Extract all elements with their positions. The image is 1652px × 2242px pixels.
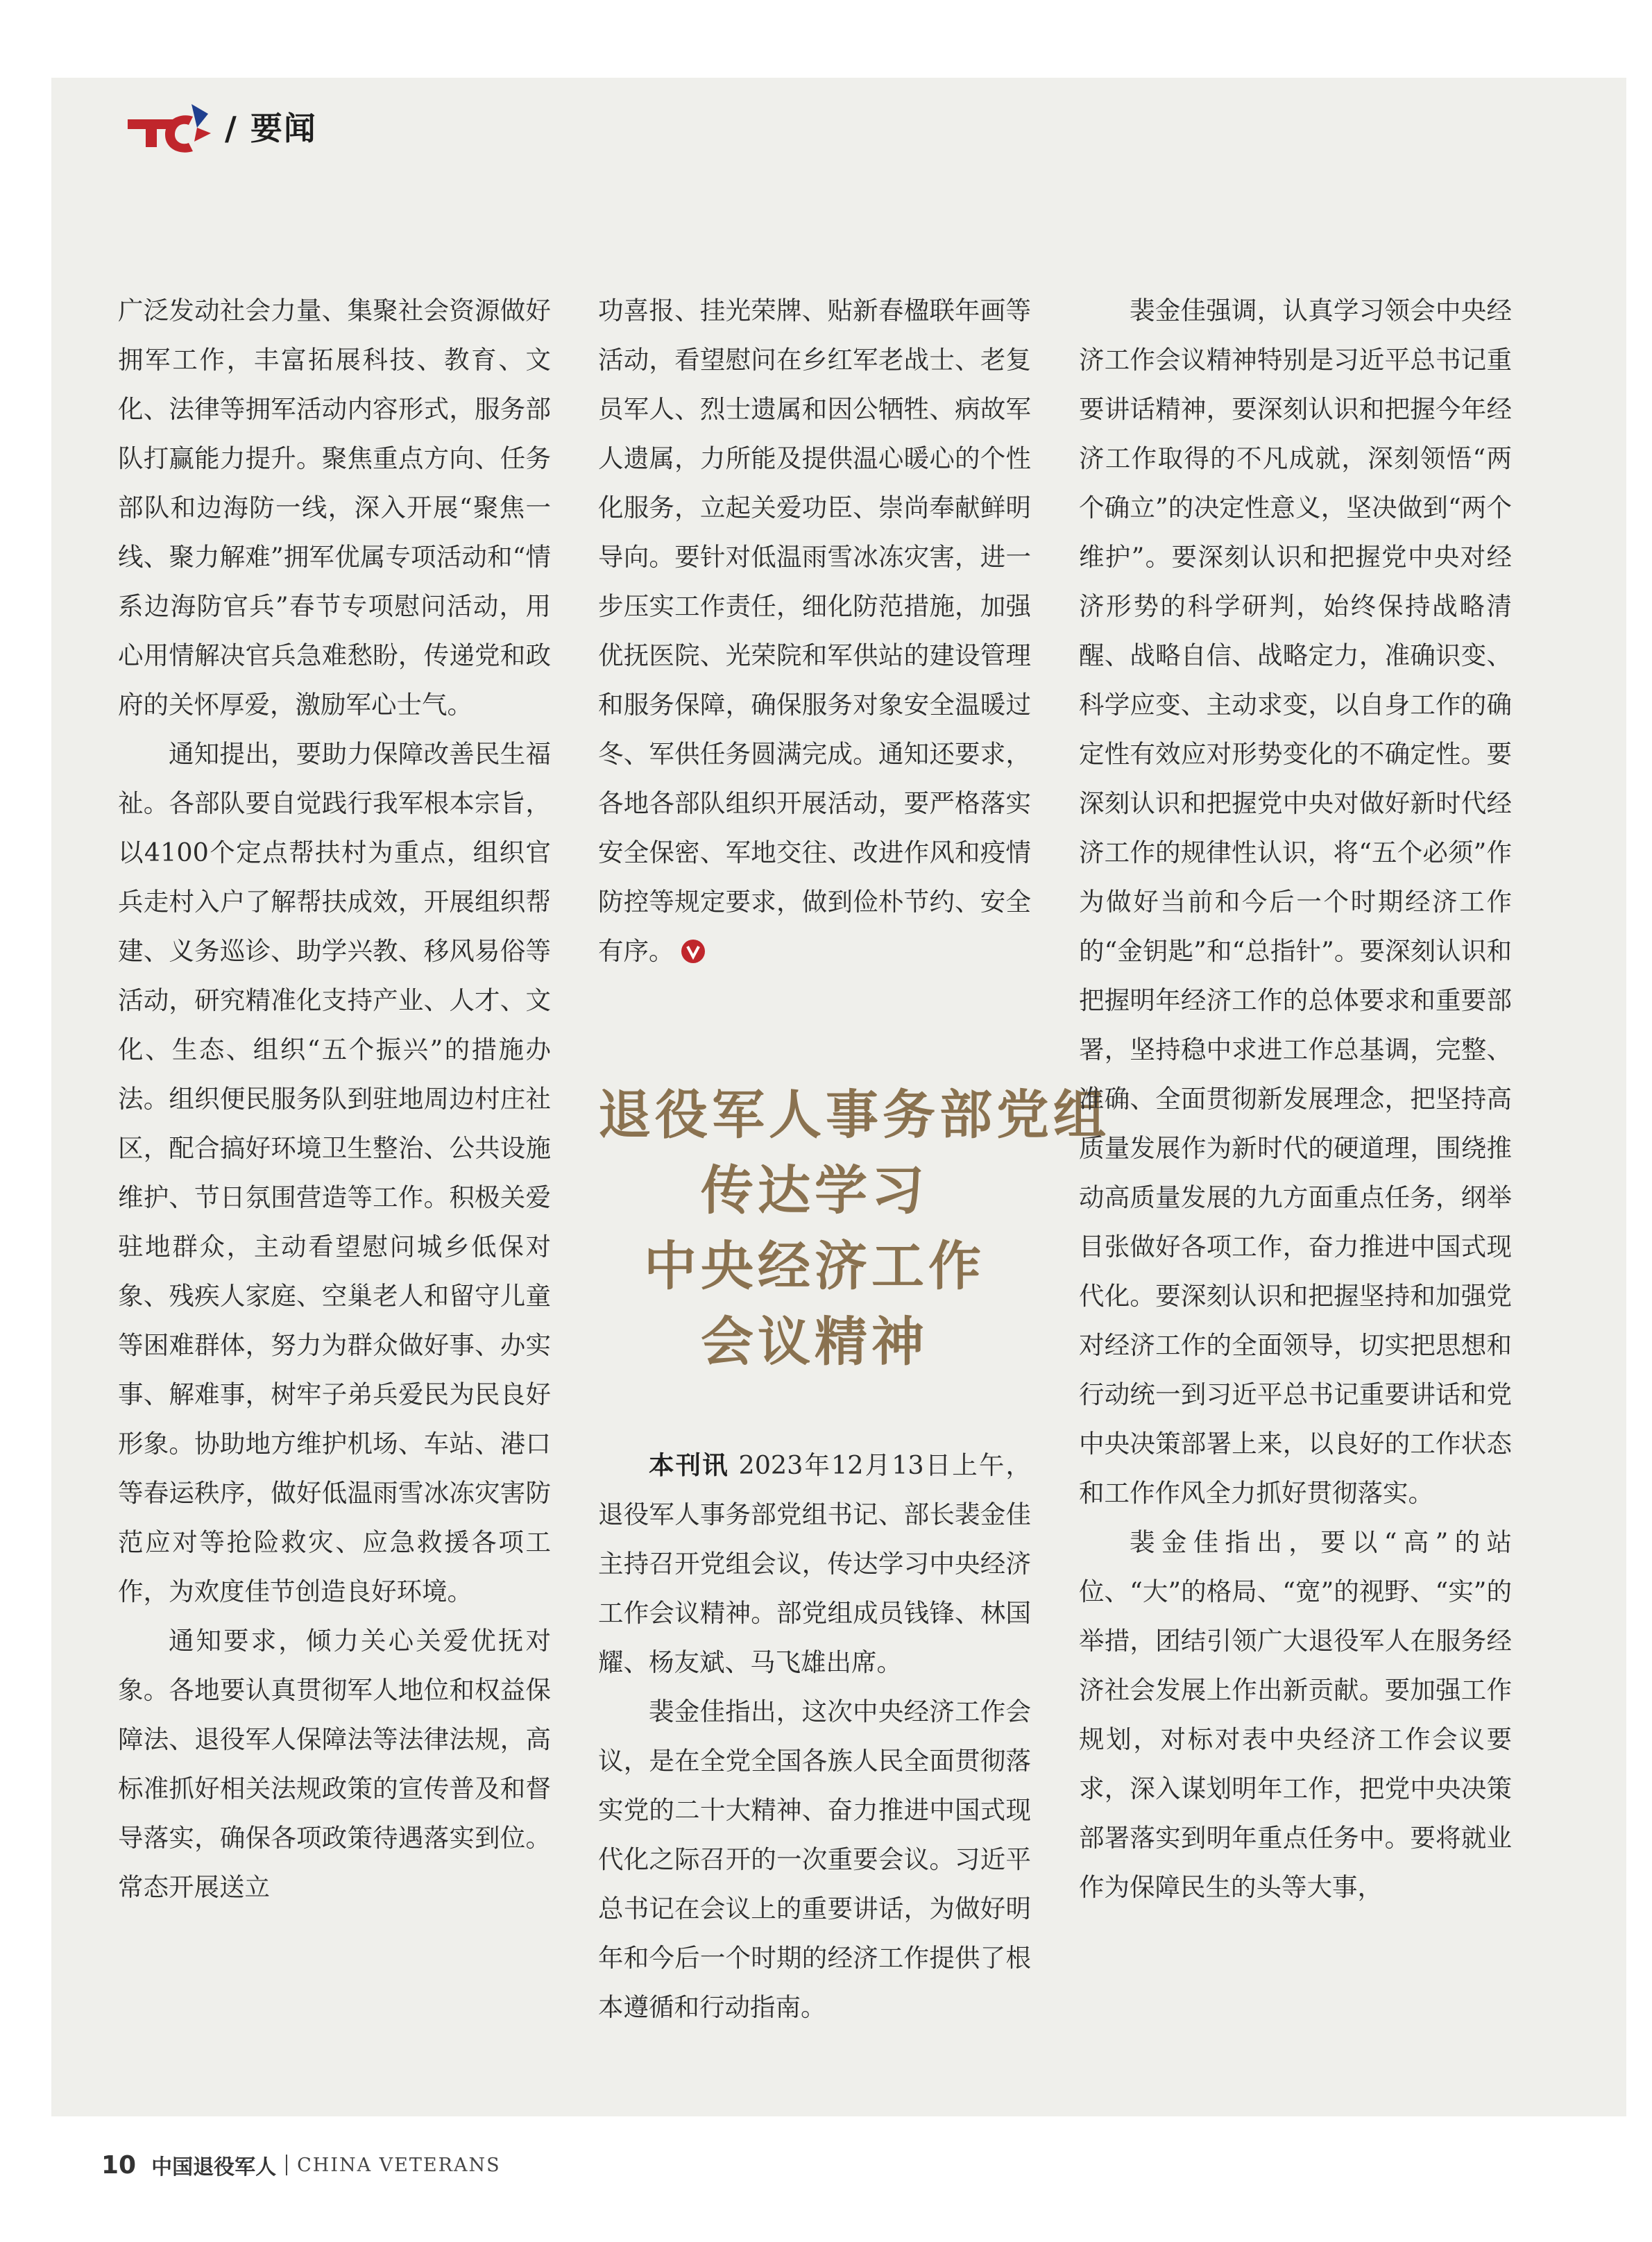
article-end-mark-icon — [681, 940, 705, 963]
article-column-2 — [598, 286, 1110, 2032]
lead-paragraph — [598, 1441, 1031, 1687]
headline-line: 退役军人事务部党组 — [598, 1084, 1110, 1146]
section-label: / 要闻 — [225, 110, 317, 147]
page-footer — [101, 2150, 501, 2180]
lead-tag: 本刊讯 — [649, 1450, 729, 1480]
headline-line: 会议精神 — [701, 1311, 928, 1373]
paragraph-text: 功喜报、挂光荣牌、贴新春楹联年画等活动，看望慰问在乡红军老战士、老复员军人、烈士遗属和因公牺牲、病故军人遗属，力所能及提供温心暖心的个性化服务，立起关爱功臣、崇尚奉献鲜明导向。要针对低温雨雪冰冻灾害，进一步压实工作责任，细化防范措施，加强优抚医院、光荣院和军供站的建设管理和服务保障，确保服务对象安全温暖过冬、军供任务圆满完成。通知还要求，各地各部队组织开展活动，要严格落实安全保密、军地交往、改进作风和疫情防控等规定要求，做到俭朴节约、安全有序。 — [598, 296, 1031, 966]
paragraph: 裴金佳强调，认真学习领会中央经济工作会议精神特别是习近平总书记重要讲话精神，要深刻认识和把握今年经济工作取得的不凡成就，深刻领悟“两个确立”的决定性意义，坚决做到“两个维护”。要深刻认识和把握党中央对经济形势的科学研判，始终保持战略清醒、战略自信、战略定力，准确识变、科学应变、主动求变，以自身工作的确定性有效应对形势变化的不确定性。要深刻认识和把握党中央对做好新时代经济工作的规律性认识，将“五个必须”作为做好当前和今后一个时期经济工作的“金钥匙”和“总指针”。要深刻认识和把握明年经济工作的总体要求和重要部署，坚持稳中求进工作总基调，完整、准确、全面贯彻新发展理念，把坚持高质量发展作为新时代的硬道理，围绕推动高质量发展的九方面重点任务，纲举目张做好各项工作，奋力推进中国式现代化。要深刻认识和把握坚持和加强党对经济工作的全面领导，切实把思想和行动统一到习近平总书记重要讲话和党中央决策部署上来，以良好的工作状态和工作作风全力抓好贯彻落实。 — [1079, 296, 1512, 1508]
magazine-name-en: CHINA VETERANS — [297, 2154, 501, 2176]
headline-line: 传达学习 — [701, 1160, 928, 1221]
paragraph: 通知提出，要助力保障改善民生福祉。各部队要自觉践行我军根本宗旨，以4100个定点帮扶村为重点，组织官兵走村入户了解帮扶成效，开展组织帮建、义务巡诊、助学兴教、移风易俗等活动，研究精准化支持产业、人才、文化、生态、组织“五个振兴”的措施办法。组织便民服务队到驻地周边村庄社区，配合搞好环境卫生整治、公共设施维护、节日氛围营造等工作。积极关爱驻地群众，主动看望慰问城乡低保对象、残疾人家庭、空巢老人和留守儿童等困难群体，努力为群众做好事、办实事、解难事，树牢子弟兵爱民为民良好形象。协助地方维护机场、车站、港口等春运秩序，做好低温雨雪冰冻灾害防范应对等抢险救灾、应急救援各项工作，为欢度佳节创造良好环境。 — [118, 739, 551, 1606]
paragraph: 裴金佳指出，要以“高”的站位、“大”的格局、“宽”的视野、“实”的举措，团结引领广大退役军人在服务经济社会发展上作出新贡献。要加强工作规划，对标对表中央经济工作会议要求，深入谋划明年工作，把党中央决策部署落实到明年重点任务中。要将就业作为保障民生的头等大事， — [1079, 1527, 1512, 1902]
headline-line: 中央经济工作 — [644, 1235, 985, 1297]
paragraph: 广泛发动社会力量、集聚社会资源做好拥军工作，丰富拓展科技、教育、文化、法律等拥军活动内容形式，服务部队打赢能力提升。聚焦重点方向、任务部队和边海防一线，深入开展“聚焦一线、聚力解难”拥军优属专项活动和“情系边海防官兵”春节专项慰问活动，用心用情解决官兵急难愁盼，传递党和政府的关怀厚爱，激励军心士气。 — [118, 296, 551, 720]
article-headline — [598, 1077, 1110, 1379]
article-column-3 — [1079, 286, 1512, 1912]
paragraph: 裴金佳指出，这次中央经济工作会议，是在全党全国各族人民全面贯彻落实党的二十大精神、奋力推进中国式现代化之际召开的一次重要会议。习近平总书记在会议上的重要讲话，为做好明年和今后一个时期的经济工作提供了根本遵循和行动指南。 — [598, 1697, 1031, 2022]
footer-divider — [286, 2155, 287, 2175]
magazine-logo-icon — [125, 99, 215, 154]
paragraph: 通知要求，倾力关心关爱优抚对象。各地要认真贯彻军人地位和权益保障法、退役军人保障法等法律法规，高标准抓好相关法规政策的宣传普及和督导落实，确保各项政策待遇落实到位。常态开展送立 — [118, 1626, 551, 1902]
paragraph — [598, 286, 1031, 976]
magazine-name-cn: 中国退役军人 — [151, 2155, 277, 2180]
lead-text: 2023年12月13日上午，退役军人事务部党组书记、部长裴金佳主持召开党组会议，传达学习中央经济工作会议精神。部党组成员钱锋、林国耀、杨友斌、马飞雄出席。 — [598, 1450, 1031, 1677]
page-header — [125, 99, 317, 154]
page-number: 10 — [101, 2150, 137, 2180]
article-column-1 — [118, 286, 551, 1912]
